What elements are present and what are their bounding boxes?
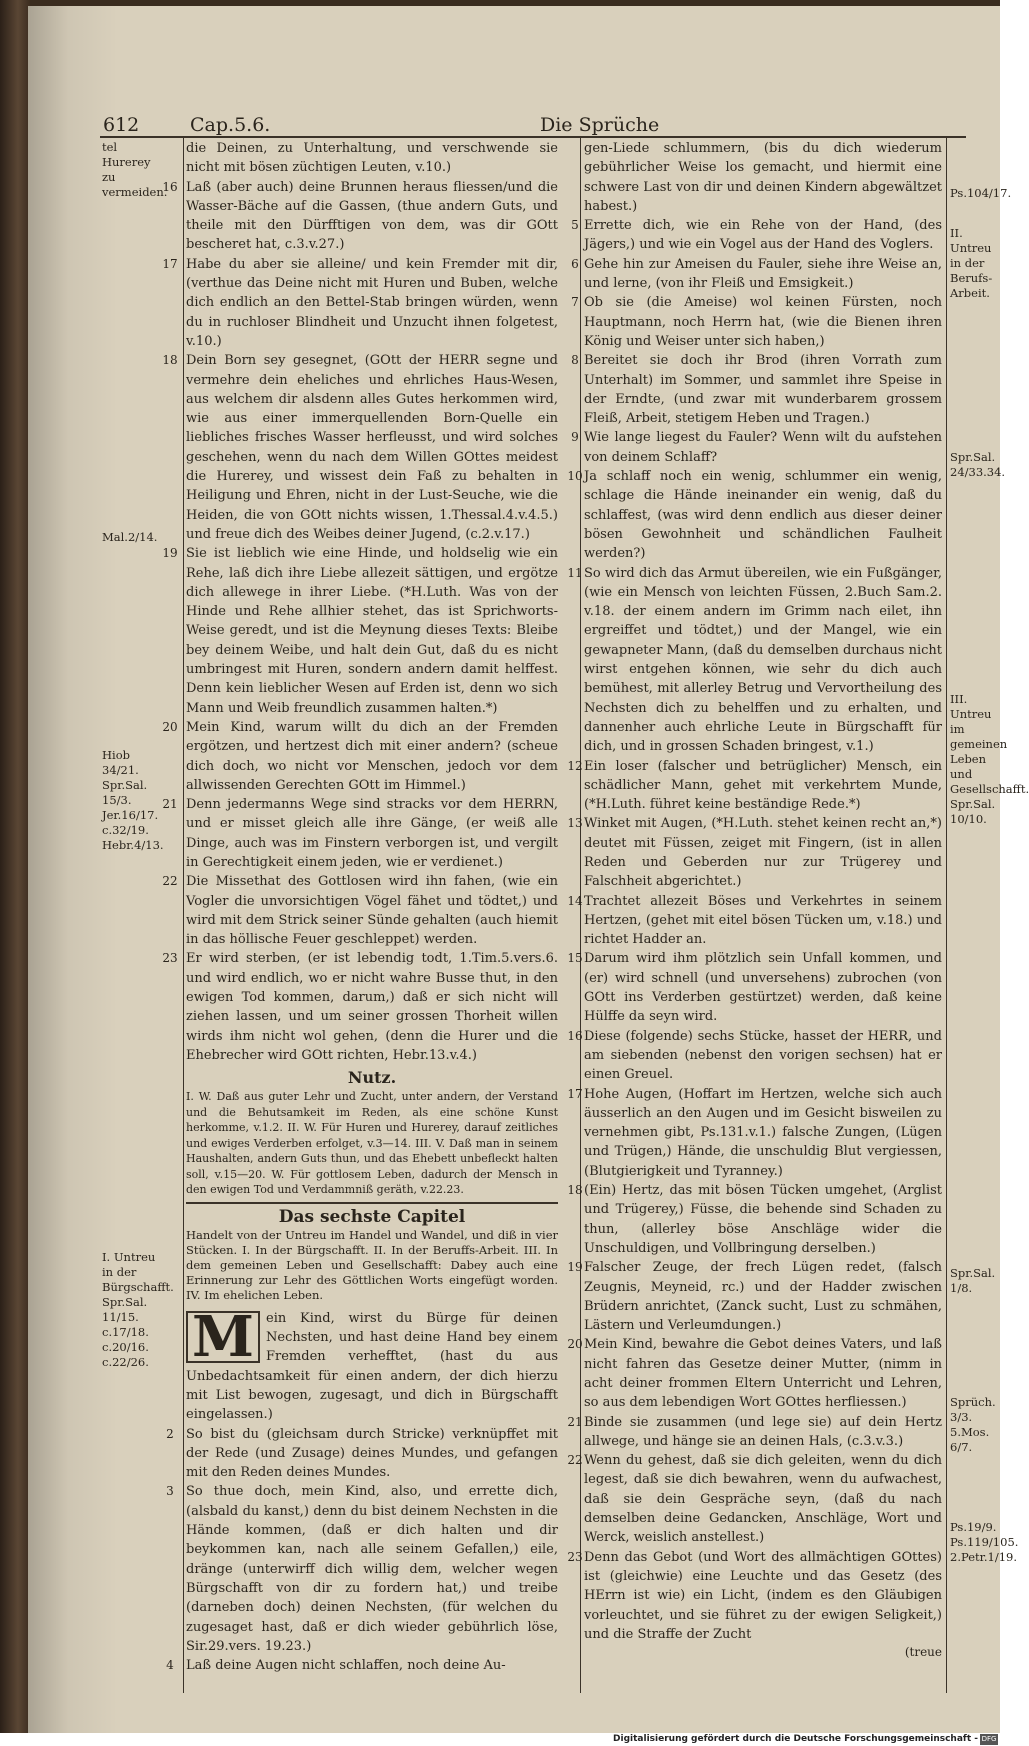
verse-text: ein Kind, wirst du Bürge für deinen Nechsten, und hast deine Hand bey einem Fremden verhefftet, (hast du aus Unbedachtsamkeit für einen andern, der dich hierzu mit List bewogen, zugesagt, und dich in Bürgschafft eingelassen.) <box>186 1310 558 1423</box>
verse <box>166 1482 558 1656</box>
verse-number: 17 <box>567 1086 583 1101</box>
verse-text: Errette dich, wie ein Rehe von der Hand, (des Jägers,) und wie ein Vogel aus der Hand des Voglers. <box>584 218 942 253</box>
nutz-text: I. W. Daß aus guter Lehr und Zucht, unter andern, der Verstand und die Behutsamkeit im Reden, als eine schöne Kunst herkomme, v.1.2. II. W. Für Huren und Hurerey, darauf zeitliches und ewiges Verderben erfolget, v.3—14. III. V. Daß man in seinem Haushalten, andern Guts thun, und das Ehebett unbefleckt halten soll, v.15—20. W. Für gottlosem Leben, dadurch der Mensch in den ewigen Tod und Verdammniß geräth, v.22.23. <box>186 1090 558 1197</box>
margin-note: Sprüch. 3/3. 5.Mos. 6/7. <box>950 1395 996 1454</box>
verse-number: 20 <box>162 719 178 734</box>
verse-number: 11 <box>567 565 583 580</box>
margin-note: Spr.Sal. 1/8. <box>950 1266 996 1295</box>
verse <box>186 139 558 178</box>
verse-text: Ein loser (falscher und betrüglicher) Mensch, ein schädlicher Mann, gehet mit verkehrtem Munde, (*H.Luth. führet keine beständige Rede.*) <box>584 758 942 813</box>
verse-text: Binde sie zusammen (und lege sie) auf dein Hertz allwege, und hänge sie an deinen Hals, (c.3.v.3.) <box>584 1414 942 1449</box>
right-column <box>567 139 942 1694</box>
verse <box>567 892 942 950</box>
verse <box>567 1258 942 1335</box>
verse-text: Falscher Zeuge, der frech Lügen redet, (falsch Zeugnis, Meyneid, rc.) und der Hadder zwischen Brüdern anrichtet, (Zanck sucht, Lust zu schmähen, Lästern und Verleumdungen.) <box>584 1260 942 1334</box>
verse-text: Die Missethat des Gottlosen wird ihn fahen, (wie ein Vogler die unvorsichtigen Vögel fähet und tödtet,) und wird mit dem Strick seiner Sünde gehalten (auch hiemit in das höllische Feuer geschleppet) werden. <box>186 874 558 948</box>
verse-text: Laß (aber auch) deine Brunnen heraus fliessen/und die Wasser-Bäche auf die Gassen, (thue andern Guts, und theile mit den Dürfftigen von dem, was dir GOtt bescheret hat, c.3.v.27.) <box>186 179 558 253</box>
verse-number: 22 <box>567 1453 583 1468</box>
verse <box>571 255 942 294</box>
verse-number: 12 <box>567 758 583 773</box>
verse <box>162 351 558 544</box>
verse-text: (Ein) Hertz, das mit bösen Tücken umgehet, (Arglist und Trügerey,) Füsse, die behende sind Schaden zu thun, (allerley böse Anschläge wider die Unschuldigen, und Vollbringung derselben.) <box>584 1183 942 1256</box>
running-title: Die Sprüche <box>540 114 660 136</box>
verse-1 <box>186 1303 558 1425</box>
verse <box>567 1027 942 1085</box>
header-rule <box>100 136 966 138</box>
verse <box>166 1425 558 1483</box>
verse-number: 8 <box>571 353 579 368</box>
verse <box>567 814 942 891</box>
verse-text: Darum wird ihm plötzlich sein Unfall kommen, und (er) wird schnell (und unversehens) zubrochen (von GOtt ins Verderben gestürtzet) werden, daß keine Hülffe da seyn wird. <box>584 951 942 1025</box>
verse-text: Denn jedermanns Wege sind stracks vor dem HERRN, und er misset gleich alle ihre Gänge, (er weiß alle Dinge, auch was im Finstern verborgen ist, und vergilt in Gerechtigkeit einem jeden, wie er verdienet.) <box>186 797 558 870</box>
verse-text: Trachtet allezeit Böses und Verkehrtes in seinem Hertzen, (gehet mit eitel bösen Tücken um, v.18.) und richtet Hadder an. <box>584 893 942 948</box>
verse <box>162 544 558 718</box>
verse <box>162 255 558 351</box>
verse-text: So thue doch, mein Kind, also, und errette dich, (alsbald du kanst,) denn du bist deinem Nechsten in die Hände kommen, (daß er dich halten und dir beykommen kan, nach alle seinem Gefallen,) eile, dränge (unterwirff dich willig dem, welcher wegen Bürgschafft von dir zu fordern hat,) und treibe (darneben doch) deinen Nechsten, (für welchen du zugesaget hast, daß er dich wieder gebührlich löse, Sir.29.vers. 19.23.) <box>186 1484 558 1654</box>
verse <box>567 467 942 563</box>
verse-number: 19 <box>162 546 178 561</box>
verse-number: 21 <box>162 797 178 812</box>
verse <box>567 949 942 1026</box>
verse <box>567 1548 942 1644</box>
verse-number: 9 <box>571 430 579 445</box>
verse-number: 19 <box>567 1260 583 1275</box>
verse <box>166 1656 558 1675</box>
verse-text: Denn das Gebot (und Wort des allmächtigen GOttes) ist (gleichwie) eine Leuchte und das Gesetz (des HErrn ist wie) ein Licht, (indem es den Gläubigen vorleuchtet, und sie führet zu der ewigen Seligkeit,) und die Straffe der Zucht <box>584 1549 942 1642</box>
verse-text: Gehe hin zur Ameisen du Fauler, siehe ihre Weise an, und lerne, (von ihr Fleiß und Emsigkeit.) <box>584 256 942 292</box>
verse <box>571 351 942 428</box>
verse-text: Wie lange liegest du Fauler? Wenn wilt du aufstehen von deinem Schlaff? <box>584 430 942 465</box>
verse-text: So wird dich das Armut übereilen, wie ein Fußgänger, (wie ein Mensch von leichten Füssen, 2.Buch Sam.2. v.18. der einem andern im Grimm nach eilet, ihn ergreiffet und tödtet,) und der Mangel, wie ein gewapneter Mann, (daß du demselben durchaus nicht wirst entgehen können, wie sehr du dich auch bemühest, mit allerley Betrug und Vervortheilung des Nechsten dich zu behelffen und zu erhalten, und dannenher auch ehrliche Leute in Bürgschafft für dich, und in grossen Schaden bringest, v.1.) <box>584 565 942 755</box>
verse-number: 23 <box>162 951 178 966</box>
verse-number: 14 <box>567 893 583 908</box>
verse-number: 23 <box>567 1549 583 1564</box>
margin-note: Mal.2/14. <box>102 530 158 544</box>
verse <box>567 1181 942 1258</box>
margin-note: II. Untreu in der Berufs-Arbeit. <box>950 226 993 300</box>
verse-number: 15 <box>567 951 583 966</box>
right-margin-rule <box>946 138 947 1693</box>
book-spine <box>0 0 30 1733</box>
verse-number: 20 <box>567 1337 583 1352</box>
verse-number: 18 <box>567 1183 583 1198</box>
verse-text: Diese (folgende) sechs Stücke, hasset der HERR, und am siebenden (nebenst den vorigen sechsen) hat er einen Greuel. <box>584 1028 942 1083</box>
verse-text: Laß deine Augen nicht schlaffen, noch deine Au- <box>186 1658 506 1674</box>
dfg-logo: DFG <box>981 1735 997 1743</box>
verse-number: 16 <box>567 1028 583 1043</box>
verse-number: 7 <box>571 295 579 310</box>
verse-number: 6 <box>571 256 579 271</box>
footer-bar <box>0 1733 1000 1746</box>
left-margin-rule <box>183 138 184 1693</box>
verse-text: Er wird sterben, (er ist lebendig todt, 1.Tim.5.vers.6. und wird endlich, wo er nicht wahre Busse thut, in den ewigen Tod kommen, darum,) daß er sich nicht will ziehen lassen, und um seiner grossen Thorheit willen wirds ihm nicht wol gehen, (denn die Hurer und die Ehebrecher wird GOtt richten, Hebr.13.v.4.) <box>186 951 558 1063</box>
verse <box>162 718 558 795</box>
verse-number: 10 <box>567 469 583 484</box>
verse <box>571 293 942 351</box>
chapter-title: Das sechste Capitel <box>186 1202 558 1228</box>
verse <box>162 872 558 949</box>
verse-number: 13 <box>567 816 583 831</box>
verse-number: 18 <box>162 353 178 368</box>
verse <box>567 1451 942 1547</box>
verse-text: Winket mit Augen, (*H.Luth. stehet keinen recht an,*) deutet mit Füssen, zeiget mit Fingern, (ist in allen Reden und Geberden nur zur Trügerey und Falschheit abgerichtet.) <box>584 816 942 890</box>
verse <box>571 428 942 467</box>
margin-note: Spr.Sal. 24/33.34. <box>950 450 1006 479</box>
verse-text: Wenn du gehest, daß sie dich geleiten, wenn du dich legest, daß sie dich bewahren, wenn du aufwachest, daß sie dein Gespräche seyn, (daß du nach demselben deine Gedancken, Anschläge, Wort und Werck, weislich anstellest.) <box>584 1453 942 1546</box>
verse-number: 3 <box>166 1484 174 1499</box>
footer-credit: Digitalisierung gefördert durch die Deutsche Forschungsgemeinschaft - <box>613 1734 978 1744</box>
chapter-label: Cap.5.6. <box>190 114 271 136</box>
margin-note: Ps.19/9. Ps.119/105. 2.Petr.1/19. <box>950 1520 1019 1564</box>
verse-text: Dein Born sey gesegnet, (GOtt der HERR segne und vermehre dein eheliches und ehrliches Haus-Wesen, aus welchem dir alsdenn alles Gutes herkommen wird, wie aus einer immerquellenden Born-Quelle ein liebliches frisches Wasser herfleusst, und wird solches geschehen, wenn du nach dem Willen GOttes meidest die Hurerey, und wissest dein Faß zu behalten in Heiligung und Ehren, nicht in der Lust-Seuche, wie die Heiden, die von GOtt nichts wissen, 1.Thessal.4.v.4.5.) und freue dich des Weibes deiner Jugend, (c.2.v.17.) <box>186 353 558 542</box>
verse-number: 17 <box>162 256 178 271</box>
verse <box>162 795 558 872</box>
verse-number: 22 <box>162 874 178 889</box>
margin-note: Hiob 34/21. Spr.Sal. 15/3. Jer.16/17. c.32/19. Hebr.4/13. <box>102 748 164 852</box>
left-column <box>162 139 558 1694</box>
verse-number: 4 <box>166 1658 174 1673</box>
verse-text: Mein Kind, bewahre die Gebot deines Vaters, und laß nicht fahren das Gesetze deiner Mutter, (nimm in acht deiner frommen Eltern Unterricht und Lehren, so aus dem lebendigen Wort GOttes herfliessen.) <box>584 1337 942 1411</box>
verse <box>567 1085 942 1181</box>
nutz-heading: Nutz. <box>347 1068 397 1088</box>
verse-text: Mein Kind, warum willt du dich an der Fremden ergötzen, und hertzest dich mit einer andern? (scheue dich doch, wo nicht vor Menschen, jedoch vor dem allwissenden Gerechten GOtt im Himmel.) <box>186 719 558 793</box>
verse-text: gen-Liede schlummern, (bis du dich wiederum gebührlicher Weise los gemacht, und hiermit eine schwere Last von dir und deinen Kindern abgewältzet habest.) <box>584 141 942 214</box>
margin-note: Ps.104/17. <box>950 186 1012 200</box>
verse-number: 16 <box>162 179 178 194</box>
verse-text: Bereitet sie doch ihr Brod (ihren Vorrath zum Unterhalt) im Sommer, und sammlet ihre Speise in der Erndte, (und zwar mit wunderbarem grossem Fleiß, Arbeit, stetigem Heben und Tragen.) <box>584 353 942 427</box>
verse-number: 5 <box>571 218 579 233</box>
verse-text: Ja schlaff noch ein wenig, schlummer ein wenig, schlage die Hände ineinander ein wenig, daß du schlaffest, (was wird denn endlich aus dieser deiner bösen Gewohnheit und schändlichen Faulheit werden?) <box>584 469 942 562</box>
verse <box>571 216 942 255</box>
verse-text: Hohe Augen, (Hoffart im Hertzen, welche sich auch äusserlich an den Augen und im Gesicht bisweilen zu vernehmen gibt, Ps.131.v.1.) falsche Zungen, (Lügen und Trügen,) Hände, die unschuldig Blut vergiessen, (Blutgierigkeit und Tyranney.) <box>584 1086 942 1179</box>
catchword: (treue <box>904 1645 942 1660</box>
verse <box>584 139 942 216</box>
chapter-summary: Handelt von der Untreu im Handel und Wandel, und diß in vier Stücken. I. In der Bürgschafft. II. In der Beruffs-Arbeit. III. In dem gemeinen Leben und Gesellschafft: Dabey auch eine Erinnerung zur Lehr des Göttlichen Worts eingefügt worden. IV. Im ehelichen Leben. <box>186 1227 558 1302</box>
verse-number: 2 <box>166 1426 174 1441</box>
page-number: 612 <box>103 114 140 136</box>
verse <box>567 564 942 757</box>
margin-note: tel Hurerey zu vermeiden. <box>102 140 168 199</box>
drop-capital: M <box>186 1311 260 1363</box>
verse-number: 21 <box>567 1414 583 1429</box>
verse <box>567 757 942 815</box>
margin-note: III. Untreu im gemeinen Leben und Gesellschafft. Spr.Sal. 10/10. <box>950 692 1029 826</box>
verse <box>567 1413 942 1452</box>
verse-text: Habe du aber sie alleine/ und kein Fremder mit dir, (verthue das Deine nicht mit Huren und Buben, welche dich endlich an den Bettel-Stab bringen würden, wenn du in ruchloser Blindheit und Unzucht ihnen folgetest, v.10.) <box>186 256 558 349</box>
verse-text: So bist du (gleichsam durch Stricke) verknüpffet mit der Rede (und Zusage) deines Mundes, und gefangen mit den Reden deines Mundes. <box>186 1426 558 1481</box>
verse-text: Ob sie (die Ameise) wol keinen Fürsten, noch Hauptmann, noch Herrn hat, (wie die Bienen ihren König und Weiser unter sich haben,) <box>584 295 942 349</box>
verse <box>162 178 558 255</box>
verse-text: die Deinen, zu Unterhaltung, und verschwende sie nicht mit bösen züchtigen Leuten, v.10.) <box>186 141 558 176</box>
margin-note: I. Untreu in der Bürgschafft. Spr.Sal. 11/15. c.17/18. c.20/16. c.22/26. <box>102 1250 174 1369</box>
verse <box>162 949 558 1065</box>
verse <box>567 1335 942 1412</box>
verse-text: Sie ist lieblich wie eine Hinde, und holdselig wie ein Rehe, laß dich ihre Liebe allezeit sättigen, und ergötze dich allewege in ihrer Liebe. (*H.Luth. Was von der Hinde und Rehe allhier stehet, das ist Sprichworts-Weise geredt, und ist die Meynung dieses Texts: Bleibe bey deinem Weibe, und halt dein Gut, daß du es nicht umbringest mit Huren, sondern andern damit helffest. Denn kein lieblicher Wesen auf Erden ist, denn wo sich Mann und Weib freundlich zusammen halten.*) <box>186 546 558 716</box>
